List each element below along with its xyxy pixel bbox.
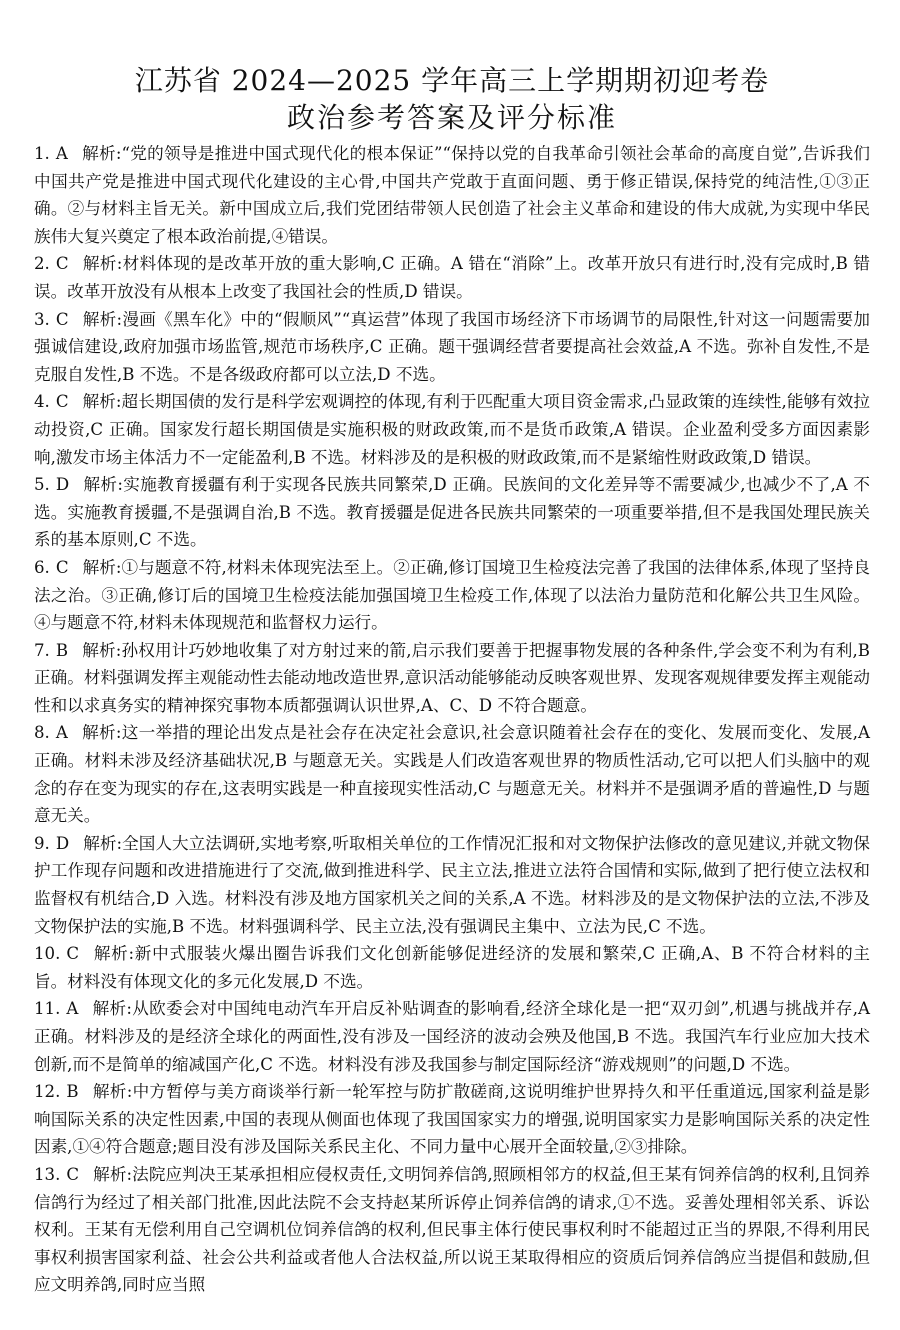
analysis-label: 解析: — [93, 944, 135, 964]
analysis-text: 从欧委会对中国纯电动汽车开启反补贴调查的影响看,经济全球化是一把“双刃剑”,机遇与挑战并存,A 正确。材料涉及的是经济全球化的两面性,没有涉及一国经济的波动会殃及他国,B 不选。我国汽车行业应加大技术创新,而不是简单的缩减国产化,C 不选。材料没有涉及我国参与制定国际经济“游戏规则”的问题,D 不选。 — [34, 999, 870, 1074]
analysis-text: 超长期国债的发行是科学宏观调控的体现,有利于匹配重大项目资金需求,凸显政策的连续性,能够有效拉动投资,C 正确。国家发行超长期国债是实施积极的财政政策,而不是货币政策,A 错误。企业盈利受多方面因素影响,激发市场主体活力不一定能盈利,B 不选。材料涉及的是积极的财政政策,而不是紧缩性财政政策,D 错误。 — [34, 392, 871, 467]
answer-item — [34, 388, 870, 471]
answer-item — [34, 554, 870, 637]
answer-number: 10. — [34, 944, 61, 964]
analysis-label: 解析: — [81, 144, 122, 163]
analysis-text: ①与题意不符,材料未体现宪法至上。②正确,修订国境卫生检疫法完善了我国的法律体系,体现了坚持良法之治。③正确,修订后的国境卫生检疫法能加强国境卫生检疫工作,体现了以法治力量防范和化解公共卫生风险。④与题意不符,材料未体现规范和监督权力运行。 — [34, 557, 871, 633]
analysis-text: “党的领导是推进中国式现代化的根本保证”“保持以党的自我革命引领社会革命的高度自觉”,告诉我们中国共产党是推进中国式现代化建设的主心骨,中国共产党敢于直面问题、勇于修正错误,保持党的纯洁性,①③正确。②与材料主旨无关。新中国成立后,我们党团结带领人民创造了社会主义革命和建设的伟大成就,为实现中华民族伟大复兴奠定了根本政治前提,④错误。 — [34, 144, 870, 246]
answer-item — [34, 1161, 870, 1299]
analysis-label: 解析: — [82, 309, 123, 329]
answer-choice: A — [55, 723, 68, 743]
analysis-text: 孙权用计巧妙地收集了对方射过来的箭,启示我们要善于把握事物发展的各种条件,学会变不利为有利,B 正确。材料强调发挥主观能动性去能动地改造世界,意识活动能够能动反映客观世界、发现客观规律要发挥主观能动性和以求真务实的精神探究事物本质都强调认识世界,A、C、D 不符合题意。 — [34, 640, 871, 715]
answer-number: 4. — [34, 392, 50, 412]
answer-choice: C — [66, 1164, 80, 1184]
analysis-text: 全国人大立法调研,实地考察,听取相关单位的工作情况汇报和对文物保护法修改的意见建议,并就文物保护工作现存问题和改进措施进行了交流,做到推进科学、民主立法,推进立法符合国情和实际,做到了把行使立法权和监督权有机结合,D 入选。材料没有涉及地方国家机关之间的关系,A 不选。材料涉及的是文物保护法的立法,不涉及文物保护法的实施,B 不选。材料强调科学、民主立法,没有强调民主集中、立法为民,C 不选。 — [34, 833, 870, 936]
answer-number: 6. — [34, 557, 50, 577]
answer-number: 5. — [34, 475, 50, 495]
analysis-label: 解析: — [82, 254, 123, 274]
analysis-label: 解析: — [81, 723, 122, 743]
analysis-text: 这一举措的理论出发点是社会存在决定社会意识,社会意识随着社会存在的变化、发展而变化、发展,A 正确。材料未涉及经济基础状况,B 与题意无关。实践是人们改造客观世界的物质性活动,它可以把人们头脑中的观念的存在变为现实的存在,这表明实践是一种直接现实性活动,C 与题意无关。材料并不是强调矛盾的普遍性,D 与题意无关。 — [34, 723, 871, 826]
document-subtitle: 政治参考答案及评分标准 — [286, 101, 617, 134]
answer-item — [34, 719, 870, 829]
answer-number: 3. — [34, 309, 50, 329]
answer-choice: D — [55, 475, 70, 495]
analysis-label: 解析: — [82, 392, 122, 412]
answer-list — [34, 140, 870, 1299]
answer-choice: B — [55, 640, 69, 660]
answer-number: 11. — [34, 999, 61, 1019]
answer-item — [34, 1078, 870, 1161]
answer-item — [34, 306, 870, 389]
answer-choice: A — [66, 999, 79, 1019]
answer-number: 8. — [34, 723, 50, 743]
analysis-text: 法院应判决王某承担相应侵权责任,文明饲养信鸽,照顾相邻方的权益,但王某有饲养信鸽的权利,且饲养信鸽行为经过了相关部门批准,因此法院不会支持赵某所诉停止饲养信鸽的请求,①不选。妥善处理相邻关系、诉讼权利。王某有无偿利用自己空调机位饲养信鸽的权利,但民事主体行使民事权利时不能超过正当的界限,不得利用民事权利损害国家利益、社会公共利益或者他人合法权益,所以说王某取得相应的资质后饲养信鸽应当提倡和鼓励,但应文明养鸽,同时应当照 — [34, 1164, 870, 1295]
analysis-text: 漫画《黑车化》中的“假顺风”“真运营”体现了我国市场经济下市场调节的局限性,针对这一问题需要加强诚信建设,政府加强市场监管,规范市场秩序,C 正确。题干强调经营者要提高社会效益,A 不选。弥补自发性,不是克服自发性,B 不选。不是各级政府都可以立法,D 不选。 — [34, 309, 870, 384]
answer-number: 12. — [34, 1082, 61, 1102]
analysis-text: 材料体现的是改革开放的重大影响,C 正确。A 错在“消除”上。改革开放只有进行时,没有完成时,B 错误。改革开放没有从根本上改变了我国社会的性质,D 错误。 — [34, 254, 870, 301]
answer-choice: C — [66, 944, 80, 964]
answer-item — [34, 637, 870, 720]
answer-choice: C — [55, 392, 69, 412]
analysis-label: 解析: — [83, 475, 123, 495]
answer-choice: C — [55, 254, 69, 274]
document-title: 江苏省 2024—2025 学年高三上学期期初迎考卷 — [134, 64, 770, 97]
analysis-text: 新中式服装火爆出圈告诉我们文化创新能够促进经济的发展和繁荣,C 正确,A、B 不符合材料的主旨。材料没有体现文化的多元化发展,D 不选。 — [34, 944, 870, 991]
answer-choice: D — [55, 833, 70, 853]
analysis-text: 中方暂停与美方商谈举行新一轮军控与防扩散磋商,这说明维护世界持久和平任重道远,国家利益是影响国际关系的决定性因素,中国的表现从侧面也体现了我国国家实力的增强,说明国家实力是影响国际关系的决定性因素,①④符合题意;题目没有涉及国际关系民主化、不同力量中心展开全面较量,②③排除。 — [34, 1082, 870, 1157]
analysis-label: 解析: — [83, 833, 123, 853]
answer-number: 2. — [34, 254, 50, 274]
analysis-label: 解析: — [82, 557, 122, 577]
answer-number: 13. — [34, 1164, 61, 1184]
answer-choice: C — [55, 309, 69, 329]
answer-choice: C — [55, 557, 69, 577]
analysis-label: 解析: — [92, 999, 133, 1019]
answer-choice: A — [55, 144, 68, 163]
answer-item — [34, 250, 870, 305]
analysis-label: 解析: — [93, 1164, 133, 1184]
analysis-text: 实施教育援疆有利于实现各民族共同繁荣,D 正确。民族间的文化差异等不需要减少,也减少不了,A 不选。实施教育援疆,不是强调自治,B 不选。教育援疆是促进各民族共同繁荣的一项重要举措,但不是我国处理民族关系的基本原则,C 不选。 — [34, 475, 870, 550]
answer-item — [34, 140, 870, 250]
answer-item — [34, 940, 870, 995]
analysis-label: 解析: — [92, 1082, 133, 1102]
answer-number: 9. — [34, 833, 50, 853]
analysis-label: 解析: — [82, 640, 122, 660]
answer-choice: B — [66, 1082, 79, 1102]
answer-item — [34, 471, 870, 554]
answer-item — [34, 830, 870, 940]
answer-number: 1. — [34, 144, 50, 163]
answer-item — [34, 995, 870, 1078]
answer-number: 7. — [34, 640, 50, 660]
